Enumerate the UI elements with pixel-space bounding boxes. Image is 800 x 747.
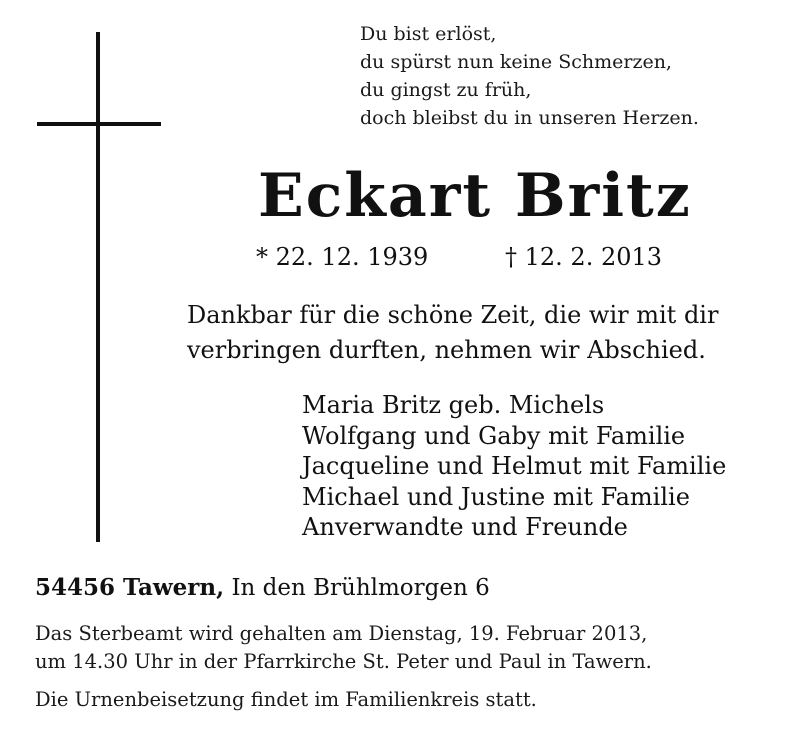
death-date: † 12. 2. 2013: [505, 243, 663, 271]
cross-vertical-bar: [96, 32, 100, 542]
memorial-poem: [360, 20, 790, 132]
address-street: In den Brühlmorgen 6: [231, 575, 490, 601]
address-city: 54456 Tawern,: [35, 574, 225, 601]
urn-burial-info: Die Urnenbeisetzung findet im Familienkreis statt.: [35, 688, 537, 711]
family-address: [35, 572, 490, 604]
farewell-message: [187, 298, 787, 368]
mourner-entry: Anverwandte und Freunde: [302, 513, 628, 541]
poem-line: du gingst zu früh,: [360, 79, 532, 101]
poem-line: Du bist erlöst,: [360, 23, 497, 45]
farewell-line: verbringen durften, nehmen wir Abschied.: [187, 336, 706, 364]
mourner-entry: Wolfgang und Gaby mit Familie: [302, 421, 686, 450]
cross-horizontal-bar: [37, 122, 161, 126]
birth-date: * 22. 12. 1939: [256, 243, 429, 271]
mourners-list: [302, 390, 792, 543]
service-line: Das Sterbeamt wird gehalten am Dienstag, 19. Februar 2013,: [35, 622, 648, 645]
farewell-line: Dankbar für die schöne Zeit, die wir mit dir: [187, 301, 719, 329]
mourner-entry: Maria Britz geb. Michels: [302, 391, 605, 419]
poem-line: doch bleibst du in unseren Herzen.: [360, 107, 699, 129]
mourner-entry: Jacqueline und Helmut mit Familie: [302, 452, 727, 480]
deceased-name: Eckart Britz: [258, 161, 692, 231]
mourner-entry: Michael und Justine mit Familie: [302, 482, 690, 511]
funeral-service-info: [35, 620, 795, 676]
poem-line: du spürst nun keine Schmerzen,: [360, 51, 672, 73]
service-line: um 14.30 Uhr in der Pfarrkirche St. Peter und Paul in Tawern.: [35, 650, 652, 673]
